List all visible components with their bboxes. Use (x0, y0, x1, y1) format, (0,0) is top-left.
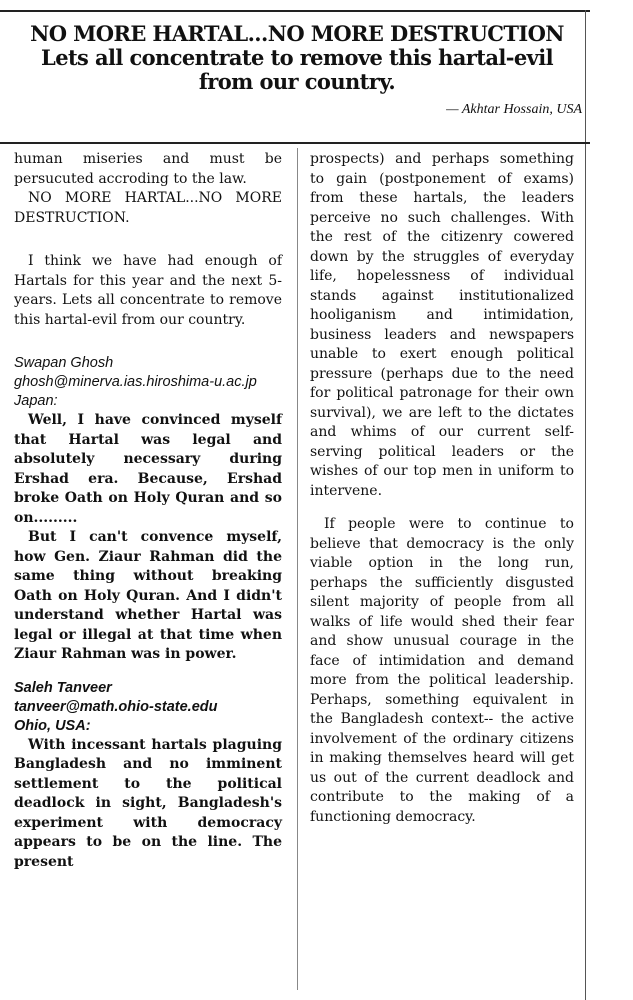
signature-name-2: Saleh Tanveer (14, 679, 112, 696)
headline-line-3: from our country. (198, 69, 396, 94)
headline-line-1: NO MORE HARTAL...NO MORE DESTRUCTION (30, 21, 564, 46)
signature-place-2: Ohio, USA: (14, 717, 91, 734)
signature-name-1: Swapan Ghosh (14, 355, 114, 371)
left-paragraph-1: human miseries and must be persucuted accroding to the law. (14, 151, 282, 187)
left-paragraph-4: Well, I have convinced myself that Hartal was legal and absolutely necessary during Ershad era. Because, Ershad broke Oath on Holy Quran and so on......... (14, 412, 282, 526)
header-rule (0, 142, 590, 144)
left-paragraph-6: With incessant hartals plaguing Bangladesh and no imminent settlement to the political deadlock in sight, Bangladesh's experiment with democracy appears to be on the line. The present (14, 736, 282, 870)
right-column (310, 150, 574, 827)
column-divider (297, 148, 298, 990)
left-paragraph-2: NO MORE HARTAL...NO MORE DESTRUCTION. (14, 190, 282, 226)
headline-line-2: Lets all concentrate to remove this hartal-evil (41, 45, 553, 70)
top-rule (0, 10, 590, 12)
left-paragraph-5: But I can't convence myself, how Gen. Ziaur Rahman did the same thing without breaking Oath on Holy Quran. And I didn't understand whether Hartal was legal or illegal at that time when Ziaur Rahman was in power. (14, 529, 282, 662)
byline: — Akhtar Hossain, USA (446, 102, 582, 117)
right-paragraph-2: If people were to continue to believe that democracy is the only viable option in the long run, perhaps the sufficiently disgusted silent majority of people from all walks of life would shed their fear and show unusual courage in the face of intimidation and demand more from the political leadership. Perhaps, something equivalent in the Bangladesh context-- the active involvement of the ordinary citizens in making themselves heard will get us out of the current deadlock and contribute to the making of a functioning democracy. (310, 516, 574, 825)
left-column (14, 150, 282, 872)
signature-place-1: Japan: (14, 393, 58, 409)
right-paragraph-1: prospects) and perhaps something to gain (postponement of exams) from these hartals, the leaders perceive no such challenges. With the rest of the citizenry cowered down by the struggles of everyday life, hopelessness of individual stands against institutionalized hooliganism and intimidation, business leaders and newspapers unable to exert enough political pressure (perhaps due to the need for political patronage for their own survival), we are left to the dictates and whims of our current self-serving political leaders or the wishes of our top men in uniform to intervene. (310, 151, 574, 499)
signature-email-2: tanveer@math.ohio-state.edu (14, 698, 218, 715)
article-header (12, 22, 582, 118)
signature-email-1: ghosh@minerva.ias.hiroshima-u.ac.jp (14, 374, 257, 390)
left-paragraph-3: I think we have had enough of Hartals for this year and the next 5-years. Lets all concentrate to remove this hartal-evil from our country. (14, 253, 282, 328)
right-column-rule (585, 10, 586, 1000)
